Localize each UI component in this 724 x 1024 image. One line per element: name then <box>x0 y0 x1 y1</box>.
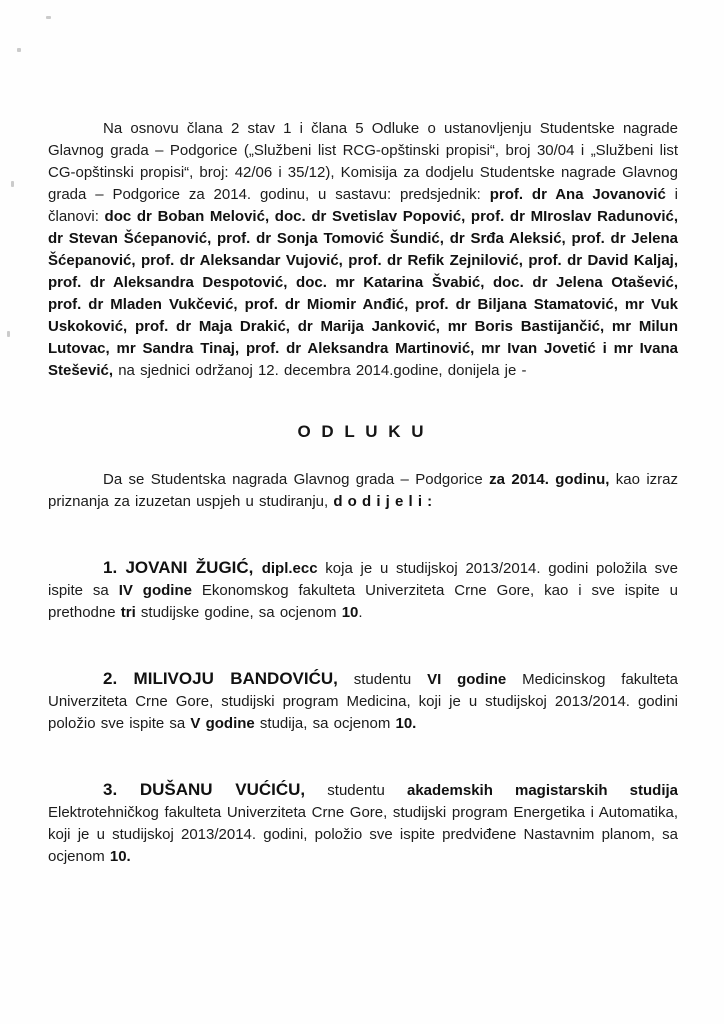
text-run: Na osnovu člana 2 stav 1 i člana 5 Odluke o ustanovljenju Studentske nagrade Glavnog grada – Podgorice („Službeni list RCG-opštinski propisi“, broj 30/04 i „Službeni list CG-opštinski propisi“, broj: 42/06 i 35/12), Komisija za dodjelu Studentske nagrade Glavnog grada – Podgorice za 2014. godinu, u sastavu: predsjednik: <box>48 120 678 203</box>
text-run: . <box>358 604 363 621</box>
text-run: i članovi: <box>48 186 678 225</box>
text-run: VI godine <box>427 671 507 688</box>
text-run: 10. <box>109 848 131 865</box>
text-run: dipl.ecc <box>261 560 318 577</box>
text-run: na sjednici održanoj 12. decembra 2014.godine, donijela je - <box>113 362 527 379</box>
text-run: 2. MILIVOJU BANDOVIĆU, <box>103 669 338 688</box>
text-run: Ekonomskog fakulteta Univerziteta Crne Gore, kao i sve ispite u prethodne <box>48 582 678 621</box>
preamble-paragraph <box>0 0 724 382</box>
text-run: IV godine <box>118 582 192 599</box>
text-run: 1. JOVANI ŽUGIĆ, <box>103 558 262 577</box>
text-run: studentu <box>337 671 428 688</box>
scan-artifact <box>46 16 51 19</box>
scan-artifact <box>11 181 14 187</box>
award-item-3 <box>0 779 724 868</box>
text-run: studentu <box>305 782 407 799</box>
text-run: Da se Studentska nagrada Glavnog grada – Podgorice <box>103 471 490 488</box>
decision-title: O D L U K U <box>297 422 427 441</box>
text-run: kao izraz priznanja za izuzetan uspjeh u studiranju, <box>48 471 678 510</box>
text-run: 10 <box>341 604 359 621</box>
text-run: V godine <box>190 715 255 732</box>
text-run: doc dr Boban Melović, doc. dr Svetislav Popović, prof. dr MIroslav Radunović, dr Stevan Šćepanović, prof. dr Sonja Tomović Šundić, dr Srđa Aleksić, prof. dr Jelena Šćepanović, prof. dr Aleksandar Vujović, prof. dr Refik Zejnilović, prof. dr David Kaljaj, prof. dr Aleksandra Despotović, doc. mr Katarina Švabić, doc. dr Jelena Otašević, prof. dr Mladen Vukčević, prof. dr Miomir Anđić, prof. dr Biljana Stamatović, mr Vuk Uskoković, prof. dr Maja Drakić, dr Marija Janković, mr Boris Bastijančić, mr Milun Lutovac, mr Sandra Tinaj, prof. dr Aleksandra Martinović, mr Ivan Jovetić i mr Ivana Stešević, <box>48 208 678 379</box>
decision-intro-paragraph <box>0 469 724 513</box>
award-item-1 <box>0 557 724 624</box>
text-run: tri <box>120 604 136 621</box>
award-item-2 <box>0 668 724 735</box>
text-run: prof. dr Ana Jovanović <box>489 186 666 203</box>
text-run: studija, sa ocjenom <box>254 715 396 732</box>
text-run: 10. <box>395 715 417 732</box>
scan-artifact <box>17 48 21 52</box>
text-run: studijske godine, sa ocjenom <box>135 604 342 621</box>
scan-artifact <box>7 331 10 337</box>
text-run: za 2014. godinu, <box>489 471 610 488</box>
text-run: 3. DUŠANU VUĆIĆU, <box>103 780 306 799</box>
text-run: akademskih magistarskih studija <box>406 782 679 799</box>
text-run: koja je u studijskoj 2013/2014. godini položila sve ispite sa <box>48 560 678 599</box>
text-run: Elektrotehničkog fakulteta Univerziteta Crne Gore, studijski program Energetika i Automatika, koji je u studijskoj 2013/2014. godini, položio sve ispite predviđene Nastavnim planom, sa ocjenom <box>48 804 678 865</box>
text-run: Medicinskog fakulteta Univerziteta Crne Gore, studijski program Medicina, koji je u studijskoj 2013/2014. godini položio sve ispite sa <box>48 671 678 732</box>
text-run: d o d i j e l i : <box>333 493 433 510</box>
